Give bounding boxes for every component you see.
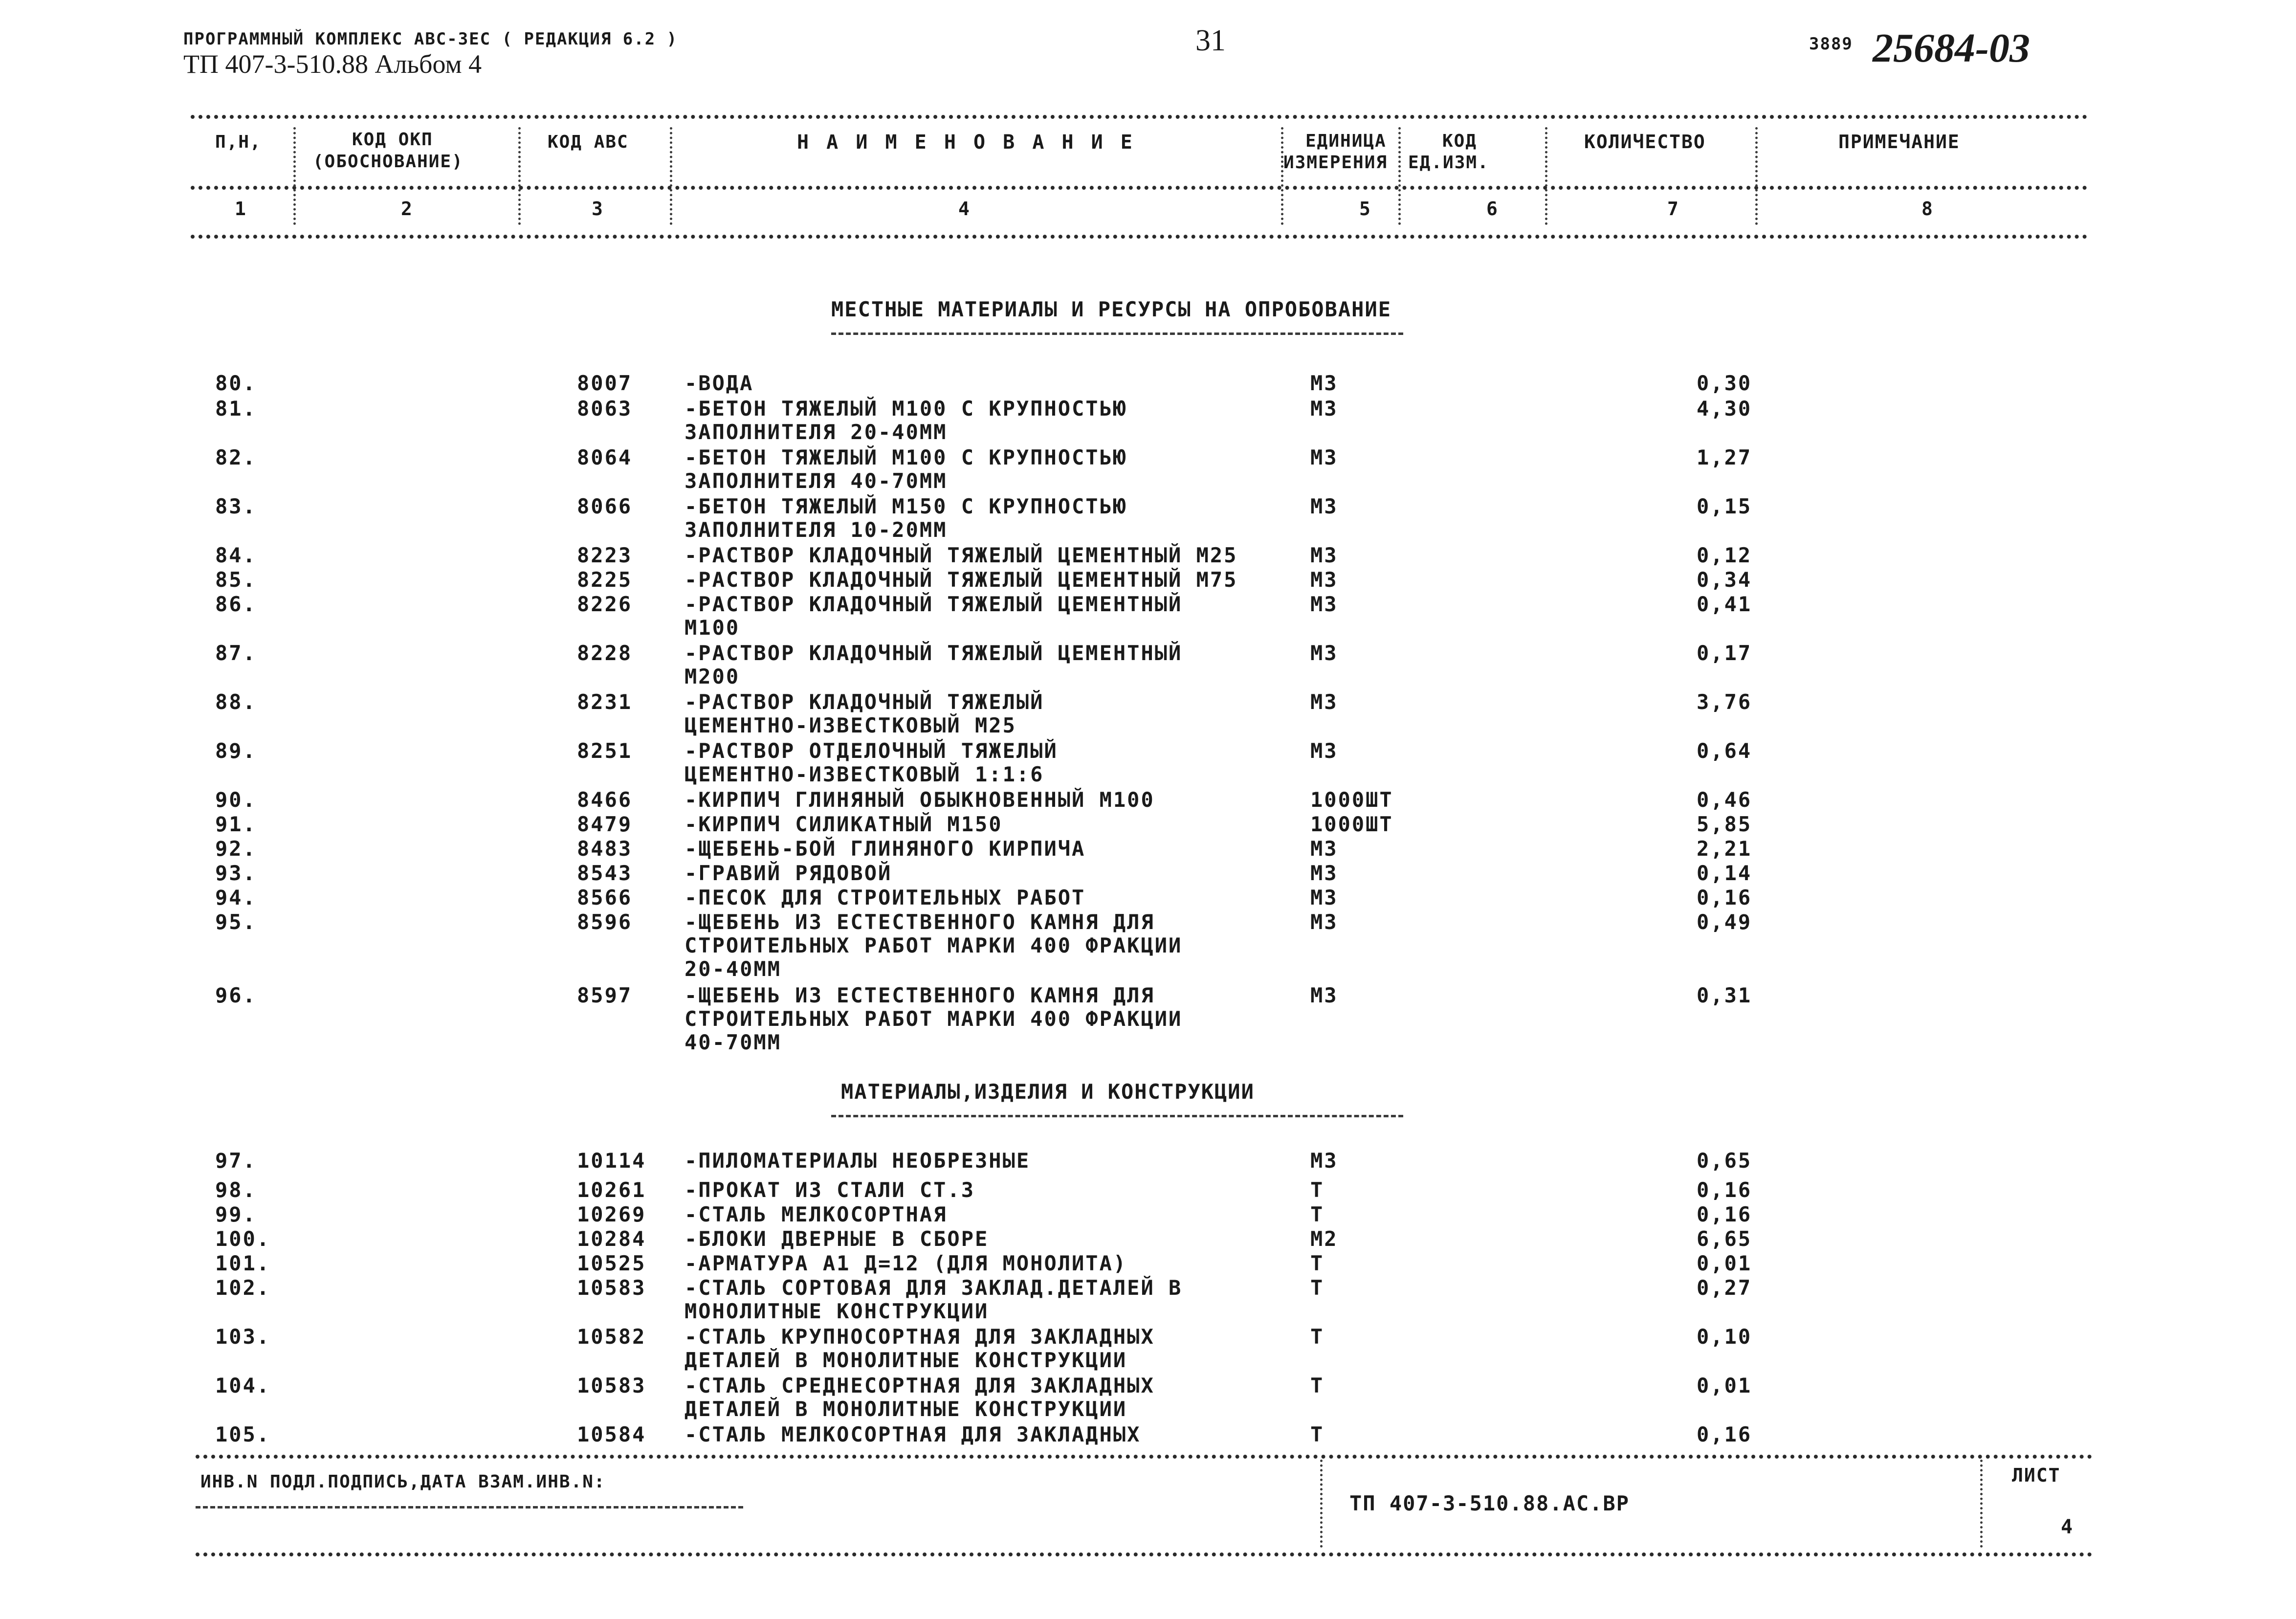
row-name bbox=[684, 446, 1127, 493]
row-name-line: -БЛОКИ ДВЕРНЫЕ В СБОРЕ bbox=[684, 1227, 989, 1251]
row-name bbox=[684, 813, 1003, 836]
row-abc-code: 8007 bbox=[577, 371, 633, 395]
col-sep bbox=[1281, 127, 1283, 225]
page-number: 31 bbox=[1195, 24, 1226, 57]
section-underline bbox=[831, 1115, 1403, 1117]
row-name bbox=[684, 739, 1058, 786]
row-name-line: -СТАЛЬ СОРТОВАЯ ДЛЯ ЗАКЛАД.ДЕТАЛЕЙ В bbox=[684, 1276, 1183, 1300]
row-name bbox=[684, 1374, 1155, 1421]
row-abc-code: 8066 bbox=[577, 494, 633, 518]
row-unit: М3 bbox=[1310, 983, 1338, 1007]
row-quantity: 2,21 bbox=[1697, 837, 1752, 861]
header-rule-mid bbox=[191, 186, 2088, 190]
row-name-line: СТРОИТЕЛЬНЫХ РАБОТ МАРКИ 400 ФРАКЦИИ bbox=[684, 933, 1183, 957]
row-name-line: -ПИЛОМАТЕРИАЛЫ НЕОБРЕЗНЫЕ bbox=[684, 1149, 1031, 1173]
row-abc-code: 8596 bbox=[577, 910, 633, 934]
row-name-line: ЗАПОЛНИТЕЛЯ 20-40ММ bbox=[684, 420, 948, 444]
row-name-line: -РАСТВОР КЛАДОЧНЫЙ ТЯЖЕЛЫЙ ЦЕМЕНТНЫЙ bbox=[684, 641, 1183, 665]
col-header-8: ПРИМЕЧАНИЕ bbox=[1838, 131, 1960, 153]
row-name bbox=[684, 1178, 975, 1202]
row-abc-code: 8251 bbox=[577, 739, 633, 763]
row-abc-code: 8479 bbox=[577, 812, 633, 836]
row-quantity: 0,41 bbox=[1697, 592, 1752, 616]
stamp-sheet-number: 4 bbox=[2061, 1516, 2074, 1538]
row-unit: М3 bbox=[1310, 445, 1338, 469]
row-abc-code: 8543 bbox=[577, 861, 633, 885]
row-name-line: -СТАЛЬ МЕЛКОСОРТНАЯ ДЛЯ ЗАКЛАДНЫХ bbox=[684, 1422, 1141, 1446]
footer-rule-top bbox=[196, 1455, 2093, 1459]
row-name-line: ЗАПОЛНИТЕЛЯ 10-20ММ bbox=[684, 518, 948, 542]
row-unit: М3 bbox=[1310, 910, 1338, 934]
row-name-line: -РАСТВОР ОТДЕЛОЧНЫЙ ТЯЖЕЛЫЙ bbox=[684, 739, 1058, 763]
col-header-3: КОД АВС bbox=[548, 132, 629, 152]
row-abc-code: 10261 bbox=[577, 1178, 646, 1202]
col-num-3: 3 bbox=[592, 198, 604, 220]
doc-code-handwritten: 25684-03 bbox=[1873, 25, 2030, 71]
row-name-line: -ЩЕБЕНЬ-БОЙ ГЛИНЯНОГО КИРПИЧА bbox=[684, 837, 1086, 861]
row-abc-code: 8226 bbox=[577, 592, 633, 616]
row-name-line: ЗАПОЛНИТЕЛЯ 40-70ММ bbox=[684, 469, 948, 493]
footer-rule-inner bbox=[196, 1506, 743, 1508]
row-abc-code: 8223 bbox=[577, 543, 633, 567]
row-name-line: 20-40ММ bbox=[684, 957, 782, 981]
row-name-line: -АРМАТУРА А1 Д=12 (ДЛЯ МОНОЛИТА) bbox=[684, 1251, 1127, 1275]
row-abc-code: 10583 bbox=[577, 1276, 646, 1300]
col-sep bbox=[670, 127, 672, 225]
row-name-line: -РАСТВОР КЛАДОЧНЫЙ ТЯЖЕЛЫЙ bbox=[684, 690, 1044, 714]
row-quantity: 0,16 bbox=[1697, 1202, 1752, 1226]
row-unit: Т bbox=[1310, 1325, 1325, 1349]
row-number: 105. bbox=[215, 1422, 271, 1446]
row-name-line: -СТАЛЬ МЕЛКОСОРТНАЯ bbox=[684, 1202, 948, 1226]
row-quantity: 6,65 bbox=[1697, 1227, 1752, 1251]
row-unit: Т bbox=[1310, 1422, 1325, 1446]
row-quantity: 0,12 bbox=[1697, 543, 1752, 567]
row-abc-code: 10525 bbox=[577, 1251, 646, 1275]
row-unit: М3 bbox=[1310, 397, 1338, 421]
col-sep bbox=[293, 127, 296, 225]
col-header-4: Н А И М Е Н О В А Н И Е bbox=[797, 131, 1135, 154]
row-unit: М3 bbox=[1310, 371, 1338, 395]
col-header-7: КОЛИЧЕСТВО bbox=[1584, 131, 1706, 153]
col-num-2: 2 bbox=[401, 198, 413, 220]
row-name bbox=[684, 568, 1237, 592]
row-number: 97. bbox=[215, 1149, 257, 1173]
row-abc-code: 8225 bbox=[577, 568, 633, 592]
col-sep bbox=[518, 127, 521, 225]
row-abc-code: 8483 bbox=[577, 837, 633, 861]
row-number: 100. bbox=[215, 1227, 271, 1251]
row-name-line: -БЕТОН ТЯЖЕЛЫЙ М100 С КРУПНОСТЬЮ bbox=[684, 397, 1127, 421]
row-name-line: ЦЕМЕНТНО-ИЗВЕСТКОВЫЙ 1:1:6 bbox=[684, 762, 1044, 786]
row-quantity: 0,01 bbox=[1697, 1251, 1752, 1275]
row-number: 104. bbox=[215, 1374, 271, 1397]
col-header-1: П,Н, bbox=[215, 132, 262, 152]
row-name-line: -ПРОКАТ ИЗ СТАЛИ СТ.3 bbox=[684, 1178, 975, 1202]
row-quantity: 0,17 bbox=[1697, 641, 1752, 665]
row-name bbox=[684, 984, 1182, 1054]
row-number: 94. bbox=[215, 886, 257, 909]
row-quantity: 0,14 bbox=[1697, 861, 1752, 885]
row-number: 85. bbox=[215, 568, 257, 592]
row-name-line: -РАСТВОР КЛАДОЧНЫЙ ТЯЖЕЛЫЙ ЦЕМЕНТНЫЙ М25 bbox=[684, 543, 1238, 567]
row-quantity: 3,76 bbox=[1697, 690, 1752, 714]
col-sep bbox=[1755, 127, 1758, 225]
stamp-document-code: ТП 407-3-510.88.АС.ВР bbox=[1349, 1491, 1630, 1515]
row-name bbox=[684, 1325, 1155, 1372]
row-quantity: 0,16 bbox=[1697, 1178, 1752, 1202]
row-quantity: 0,10 bbox=[1697, 1325, 1752, 1349]
row-unit: М3 bbox=[1310, 494, 1338, 518]
footer-sep bbox=[1320, 1460, 1323, 1548]
row-name-line: -РАСТВОР КЛАДОЧНЫЙ ТЯЖЕЛЫЙ ЦЕМЕНТНЫЙ bbox=[684, 592, 1183, 616]
row-unit: М3 bbox=[1310, 739, 1338, 763]
row-quantity: 0,34 bbox=[1697, 568, 1752, 592]
row-name-line: -КИРПИЧ ГЛИНЯНЫЙ ОБЫКНОВЕННЫЙ М100 bbox=[684, 788, 1155, 812]
header-rule-bottom bbox=[191, 235, 2088, 239]
footer-rule-bottom bbox=[196, 1552, 2093, 1556]
row-abc-code: 8064 bbox=[577, 445, 633, 469]
row-name bbox=[684, 495, 1127, 542]
row-name bbox=[684, 837, 1085, 861]
row-name-line: -ПЕСОК ДЛЯ СТРОИТЕЛЬНЫХ РАБОТ bbox=[684, 886, 1086, 909]
row-number: 93. bbox=[215, 861, 257, 885]
row-quantity: 0,46 bbox=[1697, 788, 1752, 812]
row-abc-code: 10269 bbox=[577, 1202, 646, 1226]
row-quantity: 4,30 bbox=[1697, 397, 1752, 421]
row-unit: М3 bbox=[1310, 861, 1338, 885]
row-name bbox=[684, 593, 1182, 640]
row-number: 92. bbox=[215, 837, 257, 861]
col-num-5: 5 bbox=[1359, 198, 1371, 220]
row-quantity: 0,30 bbox=[1697, 371, 1752, 395]
col-num-1: 1 bbox=[235, 198, 247, 220]
row-quantity: 0,01 bbox=[1697, 1374, 1752, 1397]
row-name-line: ДЕТАЛЕЙ В МОНОЛИТНЫЕ КОНСТРУКЦИИ bbox=[684, 1348, 1127, 1372]
row-number: 87. bbox=[215, 641, 257, 665]
row-name bbox=[684, 1149, 1030, 1173]
row-name-line: -ГРАВИЙ РЯДОВОЙ bbox=[684, 861, 892, 885]
row-name-line: -СТАЛЬ КРУПНОСОРТНАЯ ДЛЯ ЗАКЛАДНЫХ bbox=[684, 1325, 1155, 1349]
row-quantity: 5,85 bbox=[1697, 812, 1752, 836]
row-name bbox=[684, 690, 1044, 737]
row-name bbox=[684, 862, 892, 885]
row-name-line: ДЕТАЛЕЙ В МОНОЛИТНЫЕ КОНСТРУКЦИИ bbox=[684, 1397, 1127, 1421]
row-unit: Т bbox=[1310, 1374, 1325, 1397]
row-quantity: 1,27 bbox=[1697, 445, 1752, 469]
row-abc-code: 8466 bbox=[577, 788, 633, 812]
row-unit: М2 bbox=[1310, 1227, 1338, 1251]
row-name-line: -ЩЕБЕНЬ ИЗ ЕСТЕСТВЕННОГО КАМНЯ ДЛЯ bbox=[684, 910, 1155, 934]
row-number: 89. bbox=[215, 739, 257, 763]
row-abc-code: 8063 bbox=[577, 397, 633, 421]
row-name-line: СТРОИТЕЛЬНЫХ РАБОТ МАРКИ 400 ФРАКЦИИ bbox=[684, 1007, 1183, 1031]
col-num-7: 7 bbox=[1667, 198, 1679, 220]
row-abc-code: 10114 bbox=[577, 1149, 646, 1173]
row-number: 95. bbox=[215, 910, 257, 934]
row-name-line: -СТАЛЬ СРЕДНЕСОРТНАЯ ДЛЯ ЗАКЛАДНЫХ bbox=[684, 1374, 1155, 1397]
row-abc-code: 8597 bbox=[577, 983, 633, 1007]
row-number: 86. bbox=[215, 592, 257, 616]
row-number: 103. bbox=[215, 1325, 271, 1349]
row-number: 80. bbox=[215, 371, 257, 395]
row-name-line: -ЩЕБЕНЬ ИЗ ЕСТЕСТВЕННОГО КАМНЯ ДЛЯ bbox=[684, 983, 1155, 1007]
stamp-inventory-labels: ИНВ.N ПОДЛ.ПОДПИСЬ,ДАТА ВЗАМ.ИНВ.N: bbox=[200, 1472, 606, 1492]
album-line: ТП 407-3-510.88 Альбом 4 bbox=[183, 49, 482, 79]
row-unit: Т bbox=[1310, 1251, 1325, 1275]
row-name-line: М100 bbox=[684, 616, 740, 640]
row-number: 81. bbox=[215, 397, 257, 421]
row-unit: М3 bbox=[1310, 543, 1338, 567]
row-name bbox=[684, 1203, 947, 1226]
footer-sep bbox=[1980, 1460, 1983, 1548]
row-quantity: 0,64 bbox=[1697, 739, 1752, 763]
row-quantity: 0,16 bbox=[1697, 1422, 1752, 1446]
row-number: 88. bbox=[215, 690, 257, 714]
row-name-line: 40-70ММ bbox=[684, 1030, 782, 1054]
row-quantity: 0,16 bbox=[1697, 886, 1752, 909]
col-header-5a: ЕДИНИЦА bbox=[1305, 131, 1387, 151]
row-number: 102. bbox=[215, 1276, 271, 1300]
row-quantity: 0,65 bbox=[1697, 1149, 1752, 1173]
row-number: 98. bbox=[215, 1178, 257, 1202]
header-rule-top bbox=[191, 115, 2088, 119]
row-number: 90. bbox=[215, 788, 257, 812]
row-name bbox=[684, 1227, 989, 1251]
section-underline bbox=[831, 333, 1403, 335]
row-name-line: -КИРПИЧ СИЛИКАТНЫЙ М150 bbox=[684, 812, 1003, 836]
col-sep bbox=[1545, 127, 1547, 225]
row-unit: М3 bbox=[1310, 568, 1338, 592]
row-abc-code: 8228 bbox=[577, 641, 633, 665]
row-name bbox=[684, 886, 1085, 909]
doc-code-prefix: 3889 bbox=[1809, 34, 1853, 54]
row-name-line: М200 bbox=[684, 665, 740, 688]
row-number: 101. bbox=[215, 1251, 271, 1275]
row-name bbox=[684, 397, 1127, 444]
row-name bbox=[684, 1423, 1141, 1446]
row-unit: М3 bbox=[1310, 690, 1338, 714]
row-number: 82. bbox=[215, 445, 257, 469]
row-number: 83. bbox=[215, 494, 257, 518]
row-quantity: 0,49 bbox=[1697, 910, 1752, 934]
row-name bbox=[684, 544, 1237, 567]
row-quantity: 0,27 bbox=[1697, 1276, 1752, 1300]
col-header-6a: КОД bbox=[1442, 131, 1478, 151]
row-name bbox=[684, 910, 1182, 981]
row-unit: М3 bbox=[1310, 641, 1338, 665]
col-header-5b: ИЗМЕРЕНИЯ bbox=[1283, 153, 1388, 173]
row-name-line: МОНОЛИТНЫЕ КОНСТРУКЦИИ bbox=[684, 1299, 989, 1323]
col-header-2a: КОД ОКП bbox=[352, 130, 433, 150]
row-unit: М3 bbox=[1310, 592, 1338, 616]
row-abc-code: 10583 bbox=[577, 1374, 646, 1397]
section-title-materials: МАТЕРИАЛЫ,ИЗДЕЛИЯ И КОНСТРУКЦИИ bbox=[841, 1080, 1255, 1104]
row-abc-code: 10582 bbox=[577, 1325, 646, 1349]
row-name-line: -ВОДА bbox=[684, 371, 754, 395]
row-unit: 1000ШТ bbox=[1310, 812, 1393, 836]
col-num-8: 8 bbox=[1921, 198, 1934, 220]
row-abc-code: 8566 bbox=[577, 886, 633, 909]
row-name-line: -РАСТВОР КЛАДОЧНЫЙ ТЯЖЕЛЫЙ ЦЕМЕНТНЫЙ М75 bbox=[684, 568, 1238, 592]
row-unit: М3 bbox=[1310, 1149, 1338, 1173]
row-number: 96. bbox=[215, 983, 257, 1007]
row-quantity: 0,15 bbox=[1697, 494, 1752, 518]
row-quantity: 0,31 bbox=[1697, 983, 1752, 1007]
row-name bbox=[684, 642, 1182, 688]
row-name bbox=[684, 372, 753, 395]
col-num-4: 4 bbox=[958, 198, 971, 220]
col-num-6: 6 bbox=[1486, 198, 1499, 220]
program-line: ПРОГРАММНЫЙ КОМПЛЕКС АВС-3ЕС ( РЕДАКЦИЯ 6.2 ) bbox=[183, 29, 678, 49]
row-abc-code: 8231 bbox=[577, 690, 633, 714]
row-unit: Т bbox=[1310, 1178, 1325, 1202]
row-unit: Т bbox=[1310, 1202, 1325, 1226]
col-sep bbox=[1398, 127, 1401, 225]
row-number: 99. bbox=[215, 1202, 257, 1226]
row-name-line: -БЕТОН ТЯЖЕЛЫЙ М100 С КРУПНОСТЬЮ bbox=[684, 445, 1127, 469]
row-name-line: ЦЕМЕНТНО-ИЗВЕСТКОВЫЙ М25 bbox=[684, 713, 1016, 737]
row-abc-code: 10284 bbox=[577, 1227, 646, 1251]
row-number: 84. bbox=[215, 543, 257, 567]
row-name bbox=[684, 1276, 1182, 1323]
row-name bbox=[684, 1252, 1127, 1275]
row-abc-code: 10584 bbox=[577, 1422, 646, 1446]
col-header-6b: ЕД.ИЗМ. bbox=[1408, 153, 1489, 173]
row-name-line: -БЕТОН ТЯЖЕЛЫЙ М150 С КРУПНОСТЬЮ bbox=[684, 494, 1127, 518]
row-unit: М3 bbox=[1310, 886, 1338, 909]
col-header-2b: (ОБОСНОВАНИЕ) bbox=[313, 152, 464, 172]
row-name bbox=[684, 788, 1155, 812]
row-number: 91. bbox=[215, 812, 257, 836]
row-unit: 1000ШТ bbox=[1310, 788, 1393, 812]
row-unit: Т bbox=[1310, 1276, 1325, 1300]
stamp-sheet-label: ЛИСТ bbox=[2012, 1464, 2061, 1486]
row-unit: М3 bbox=[1310, 837, 1338, 861]
section-title-local: МЕСТНЫЕ МАТЕРИАЛЫ И РЕСУРСЫ НА ОПРОБОВАНИЕ bbox=[831, 297, 1392, 321]
